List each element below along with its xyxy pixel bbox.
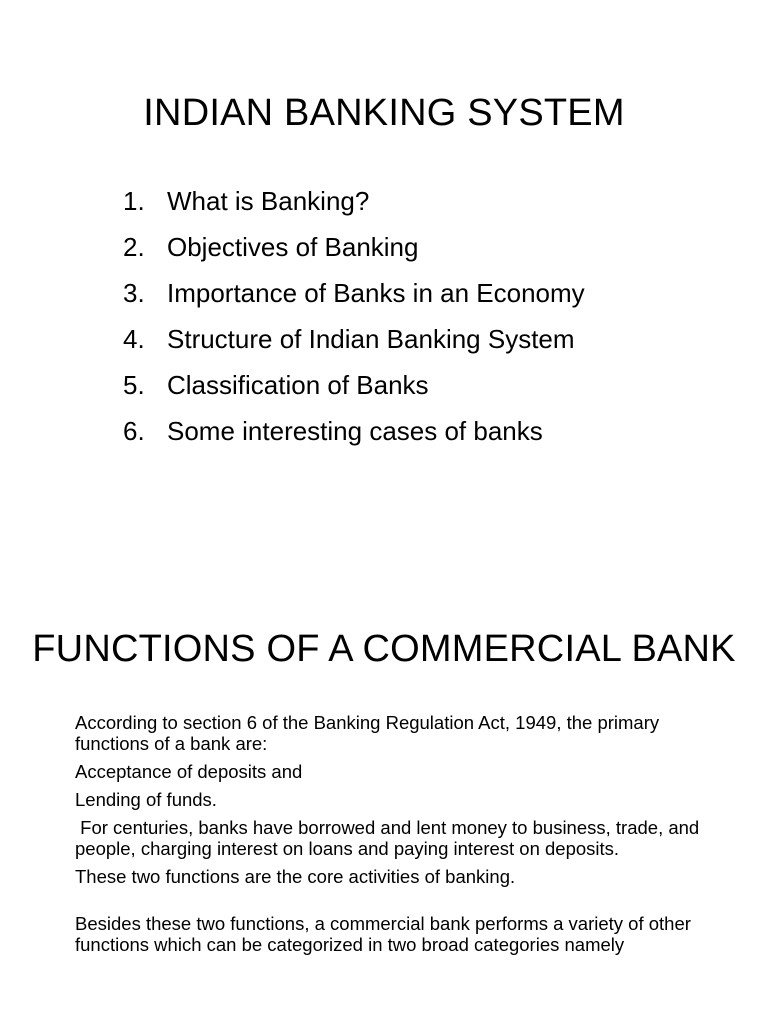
slide-title: FUNCTIONS OF A COMMERCIAL BANK: [32, 628, 736, 670]
agenda-item-text: Classification of Banks: [167, 369, 429, 400]
paragraph: Acceptance of deposits and: [75, 761, 303, 782]
agenda-item-text: What is Banking?: [167, 185, 370, 216]
agenda-item: [123, 316, 585, 362]
paragraph: Besides these two functions, a commercial bank performs a variety of other functions which can be categorized in two broad categories namely: [75, 913, 691, 955]
paragraph: These two functions are the core activities of banking.: [75, 866, 516, 887]
agenda-item-number: 2.: [123, 231, 145, 262]
agenda-item-number: 6.: [123, 415, 145, 446]
slide-body: [75, 712, 735, 962]
agenda-item-number: 4.: [123, 323, 145, 354]
agenda-item-number: 3.: [123, 277, 145, 308]
paragraph: Lending of funds.: [75, 789, 217, 810]
agenda-item: [123, 408, 585, 454]
agenda-item-text: Objectives of Banking: [167, 231, 419, 262]
paragraph: For centuries, banks have borrowed and lent money to business, trade, and people, charging interest on loans and paying interest on deposits.: [75, 817, 705, 859]
agenda-item-number: 5.: [123, 369, 145, 400]
agenda-item: [123, 224, 585, 270]
agenda-item-text: Structure of Indian Banking System: [167, 323, 575, 354]
agenda-item-number: 1.: [123, 185, 145, 216]
slide-title: INDIAN BANKING SYSTEM: [143, 92, 625, 134]
paragraph: According to section 6 of the Banking Regulation Act, 1949, the primary functions of a bank are:: [75, 712, 660, 754]
agenda-item: [123, 270, 585, 316]
agenda-item: [123, 362, 585, 408]
agenda-list: [123, 178, 585, 454]
agenda-item-text: Importance of Banks in an Economy: [167, 277, 585, 308]
agenda-item: [123, 178, 585, 224]
agenda-item-text: Some interesting cases of banks: [167, 415, 543, 446]
slide-functions-of-commercial-bank: [0, 580, 768, 1024]
